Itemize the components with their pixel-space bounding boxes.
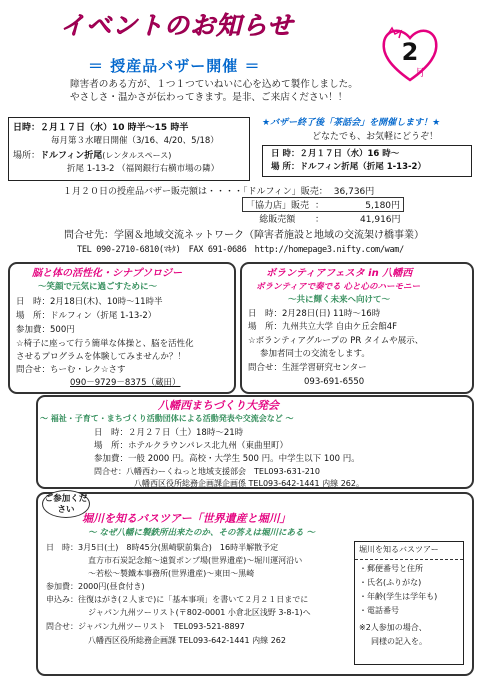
- sales-lead: １月２０日の授産品バザー販売額は・・・・「ドルフィン」販売：: [63, 187, 328, 197]
- bustour-line: 問合せ：ジャパン九州ツーリスト TEL093-521-8897: [46, 622, 245, 631]
- page-title: イベントのお知らせ: [60, 11, 294, 40]
- place-name: ドルフィン折尾: [40, 151, 103, 161]
- talk-date: 日 時：２月１７日（水）16 時～: [271, 149, 400, 159]
- volunteer-subtitle: ～共に輝く未来へ向けて～: [288, 295, 391, 305]
- yahata-place: 場 所：ホテルクラウンパレス北九州（東曲里町）: [94, 441, 289, 451]
- bazaar-date: 日時：２月１７日（水）10 時半～15 時半: [13, 123, 189, 133]
- contact-line: 問合せ先：学園＆地域交流ネットワーク（障害者施設と地域の交流架け橋事業）: [64, 230, 424, 241]
- total-amount: 41,916円: [360, 215, 401, 225]
- bazaar-info-box: [8, 117, 250, 181]
- side-item: ・電話番号: [359, 606, 399, 615]
- bazaar-title: ＝ 授産品バザー開催 ＝: [88, 57, 261, 75]
- month-number: 2: [401, 38, 419, 66]
- brain-subtitle: ～笑顔で元気に過ごすために～: [38, 282, 158, 292]
- bustour-line: 直方市石炭記念館～遠賀ポンプ場(世界遺産)～堀川運河沿い: [88, 556, 303, 565]
- bustour-line: ジャパン九州ツーリスト(〒802-0001 小倉北区浅野 3-8-1)へ: [88, 608, 311, 617]
- volunteer-event-box: [240, 262, 474, 394]
- talk-title: ★バザー終了後「茶話会」を開催します！★: [262, 118, 441, 128]
- volunteer-contact: 問合せ：生涯学習研究センター: [248, 363, 367, 373]
- kyoryoku-colon: ：: [312, 198, 327, 212]
- join-us-bubble: ご参加ください: [42, 490, 90, 518]
- side-note: ※2人参加の場合、: [359, 623, 427, 632]
- brain-contact: 問合せ：ちーむ・レク☆さす: [16, 365, 126, 375]
- bazaar-date-note: 毎月第３水曜日開催（3/16、4/20、5/18）: [51, 136, 219, 146]
- intro-line: やさしさ・温かさが伝わってきます。是非、ご来店ください！！: [70, 92, 348, 103]
- talk-sub: どなたでも、お気軽にどうぞ！: [312, 132, 439, 142]
- brain-event-box: [8, 262, 236, 394]
- contact-details: TEL 090-2710-6810(ﾏｷﾀ) FAX 691-0686 http://homepage3.nifty.com/wam/: [77, 245, 404, 255]
- volunteer-subtitle: ボランティアで奏でる 心と心のハーモニー: [256, 282, 421, 292]
- talk-place: 場 所：ドルフィン折尾（折尾 1-13-2）: [271, 162, 426, 172]
- month-heart-badge: [380, 22, 440, 84]
- brain-place: 場 所：ドルフィン（折尾 1-13-2）: [16, 311, 157, 321]
- side-divider: [355, 559, 463, 560]
- volunteer-date: 日 時：2月28日(日) 11時～16時: [248, 309, 381, 319]
- volunteer-desc: 参加者同士の交流をします。: [260, 349, 370, 359]
- bustour-line: 申込み：往復はがき(２人まで)に「基本事項」を書いて２月２１日までに: [46, 595, 309, 604]
- talk-info-box: [262, 145, 472, 177]
- volunteer-desc: ☆ボランティアグループの PR タイムや展示、: [248, 336, 424, 346]
- total-colon: ：: [315, 215, 325, 225]
- sales-table: [242, 197, 404, 225]
- total-label: 総販売額: [259, 215, 296, 225]
- bustour-line: ～若松～製鐵本事務所(世界遺産)～東田～黒崎: [88, 569, 255, 578]
- month-suffix: 月: [415, 68, 425, 79]
- bustour-title: 堀川を知るバスツアー「世界遺産と堀川」: [82, 512, 291, 525]
- place-label: 場所：: [13, 151, 41, 161]
- brain-desc: させるプログラムを体験してみませんか？！: [16, 352, 186, 362]
- yahata-contact: 問合せ：八幡西わーくねっと地域支援部会 TEL093-631-210: [94, 467, 320, 476]
- side-note: 同様の記入を。: [371, 637, 427, 646]
- bustour-line: 参加費：2000円(昼食付き): [46, 582, 145, 591]
- side-title: 堀川を知るバスツアー: [359, 545, 439, 554]
- yahata-fee: 参加費：一般 2000 円。高校・大学生 500 円。中学生以下 100 円。: [94, 454, 360, 464]
- yahata-subtitle: ～ 福祉・子育て・まちづくり活動団体による活動発表や交流会など ～: [40, 414, 294, 423]
- bustour-side-box: [354, 541, 464, 665]
- brain-fee: 参加費：500円: [16, 325, 75, 335]
- bustour-event-box: [36, 492, 474, 676]
- sales-summary: [60, 184, 377, 197]
- intro-line: 障害者のある方が、１つ１つていねいに心を込めて製作しました。: [70, 79, 358, 90]
- dolphin-amount: 36,736円: [333, 187, 375, 197]
- bazaar-address: 折尾 1-13-2 （福岡銀行右横市場の隣）: [67, 164, 220, 174]
- volunteer-place: 場 所：九州共立大学 自由ケ丘会館4F: [248, 322, 398, 332]
- side-item: ・氏名(ふりがな): [359, 578, 422, 587]
- yahata-event-box: [36, 395, 474, 489]
- brain-date: 日 時：2月18日(木)、10時～11時半: [16, 297, 163, 307]
- volunteer-phone: 093-691-6550: [304, 377, 365, 387]
- volunteer-title: ボランティアフェスタ in 八幡西: [266, 268, 413, 279]
- bustour-line: 日 時：3月5日(土) 8時45分(黒崎駅前集合) 16時半解散予定: [46, 543, 279, 552]
- kyoryoku-amount: 5,180円: [327, 198, 404, 212]
- kyoryoku-label: 「協力店」販売: [243, 198, 313, 212]
- bazaar-intro: [70, 78, 358, 104]
- bazaar-place: [13, 149, 171, 163]
- brain-desc: ☆椅子に座って行う簡単な体操と、脳を活性化: [16, 339, 194, 349]
- side-item: ・郵便番号と住所: [359, 564, 423, 573]
- yahata-title: 八幡西まちづくり大発会: [158, 399, 279, 412]
- place-note: (レンタルスペース): [102, 151, 172, 160]
- side-item: ・年齢(学生は学年も): [359, 592, 438, 601]
- yahata-contact: 八幡西区役所総務企画課企画係 TEL093-642-1441 内線 262。: [134, 479, 364, 488]
- yahata-date: 日 時：２月２７日（土）18時～21時: [94, 428, 244, 438]
- brain-phone: 090－9729－8375（蔵田）: [70, 378, 181, 388]
- bustour-subtitle: ～ なぜ八幡に製鉄所出来たのか、その答えは堀川にある ～: [88, 528, 315, 538]
- brain-title: 脳と体の活性化・シナプソロジー: [32, 268, 182, 279]
- bustour-line: 八幡西区役所総務企画課 TEL093-642-1441 内線 262: [88, 636, 286, 645]
